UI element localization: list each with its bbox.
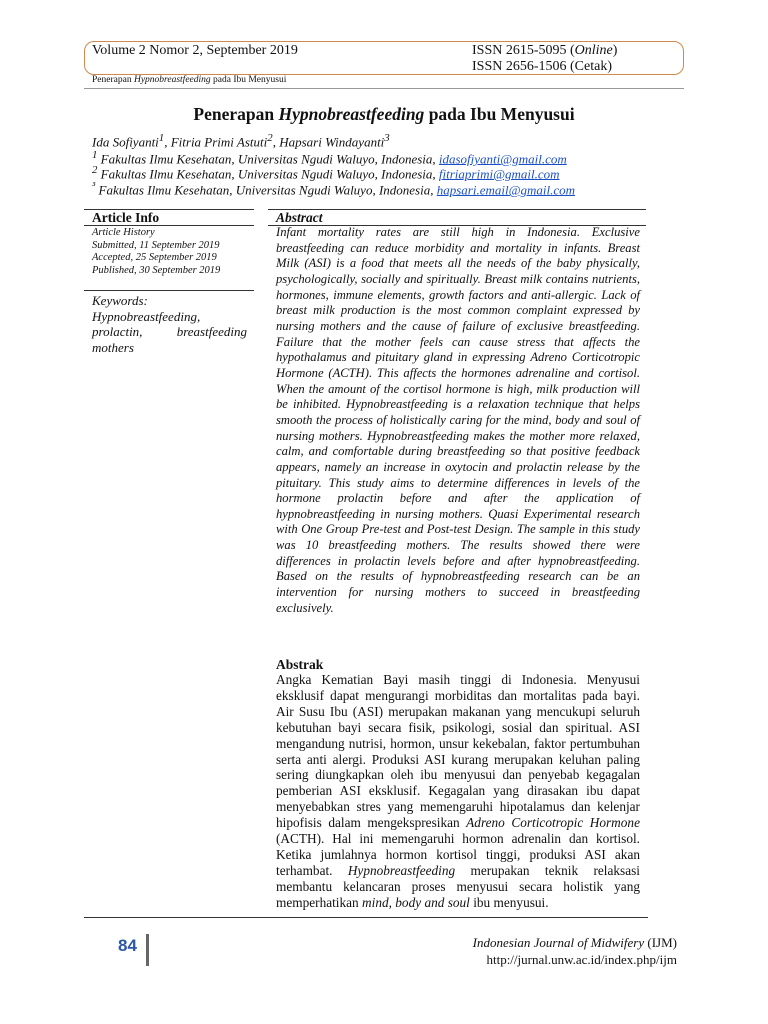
paper-title: Penerapan Hypnobreastfeeding pada Ibu Menyusui xyxy=(193,104,575,124)
running-title-rule xyxy=(84,88,684,89)
abstract-top-rule xyxy=(268,209,646,210)
affiliation-2: $^2$ Fakultas Ilmu Kesehatan, Universitas Ngudi Waluyo, Indonesia, fitriaprimi@gmail.com xyxy=(92,164,560,182)
journal-url[interactable]: http://jurnal.unw.ac.id/index.php/ijm xyxy=(486,952,677,967)
author-list: Ida Sofiyanti$^1$, Fitria Primi Astuti$^2$, Hapsari Windayanti$^3$ xyxy=(92,132,390,150)
accepted-date: Accepted, 25 September 2019 xyxy=(92,252,217,263)
email-link-3[interactable]: hapsari.email@gmail.com xyxy=(436,182,576,198)
keywords-label: Keywords: xyxy=(92,293,148,308)
abstract-english-text: Infant mortality rates are still high in Indonesia. Exclusive breastfeeding can reduce morbidity and mortality in infants. Breast Milk (ASI) is a food that meets all the needs of the baby physically, psychologically, socially and spiritually. Breast milk contains nutrients, hormones, immune elements, growth factors and anti-allergic. Lack of breast milk production is the most common complaint expressed by nursing mothers and the cause of failure of exclusive breastfeeding. Failure that the mother feels can cause stress that affects the hypothalamus and pituitary gland in expressing Adreno Corticotropic Hormone (ACTH). This affects the hormones adrenaline and cortisol. When the amount of the cortisol hormone is high, milk production will be inhibited. Hypnobreastfeeding is a relaxation technique that helps smooth the process of holistically caring for the mind, body and soul of nursing mothers. Hypnobreastfeeding makes the mother more relaxed, calm, and comfortable during breastfeeding so that positive feedback appears, namely an increase in oxytocin and prolactin release by the pituitary. This study aims to determine differences in levels of the hormone prolactin before and after the application of hypnobreastfeeding in nursing mothers. Quasi Experimental research with One Group Pre-test and Post-test Design. The sample in this study was 10 breastfeeding mothers. The results showed there were differences in prolactin levels before and after hypnobreastfeeding. Based on the results of hypnobreastfeeding research can be an intervention for nursing mothers to succeed in breastfeeding exclusively. xyxy=(276,225,640,615)
history-bottom-rule xyxy=(84,290,254,291)
keywords-list: Hypnobreastfeeding, prolactin, breastfeeding mothers xyxy=(92,308,247,355)
running-title: Penerapan Hypnobreastfeeding pada Ibu Menyusui xyxy=(92,75,287,85)
abstract-indonesian-text: Angka Kematian Bayi masih tinggi di Indonesia. Menyusui eksklusif dapat mengurangi morbiditas dan mortalitas pada bayi. Air Susu Ibu (ASI) merupakan makanan yang mencukupi seluruh kebutuhan bayi secara fisik, psikologi, sosial dan spiritual. ASI mengandung nutrisi, hormon, unsur kekebalan, faktor pertumbuhan serta anti alergi. Produksi ASI kurang merupakan keluhan paling sering diungkapkan oleh ibu menyusui dan penyebab kegagalan pemberian ASI eksklusif. Kegagalan yang dirasakan ibu dapat menyebabkan stres yang memengaruhi hipotalamus dan kelenjar hipofisis dalam mengekspresikan Adreno Corticotropic Hormone (ACTH). Hal ini memengaruhi hormon adrenalin dan kortisol. Ketika jumlahnya hormon kortisol tinggi, produksi ASI akan terhambat. Hypnobreastfeeding merupakan teknik relaksasi membantu kelancaran proses menyusui secara holistik yang memperhatikan mind, body and soul ibu menyusui. xyxy=(276,672,640,910)
issn-print: ISSN 2656-1506 (Cetak) xyxy=(472,59,612,74)
page-number: 84 xyxy=(118,936,137,955)
page-number-bar xyxy=(146,934,149,966)
affiliation-1: $^1$ Fakultas Ilmu Kesehatan, Universitas Ngudi Waluyo, Indonesia, idasofiyanti@gmail.com xyxy=(92,149,567,167)
submitted-date: Submitted, 11 September 2019 xyxy=(92,240,220,251)
issn-block xyxy=(472,43,617,75)
issn-online: ISSN 2615-5095 (Online) xyxy=(472,43,618,58)
journal-name: Indonesian Journal of Midwifery (IJM) xyxy=(472,935,677,950)
article-info-label: Article Info xyxy=(92,210,160,225)
volume-info: Volume 2 Nomor 2, September 2019 xyxy=(92,43,298,58)
abstract-label: Abstract xyxy=(276,210,323,225)
email-link-2[interactable]: fitriaprimi@gmail.com xyxy=(438,166,560,182)
article-history-title: Article History xyxy=(92,227,155,238)
keywords-block xyxy=(92,293,247,355)
body-bottom-rule xyxy=(84,917,648,918)
email-link-1[interactable]: idasofiyanti@gmail.com xyxy=(438,151,567,167)
abstrak-label: Abstrak xyxy=(276,657,324,672)
affiliation-3: $^{^3}$ Fakultas Ilmu Kesehatan, Universitas Ngudi Waluyo, Indonesia, hapsari.email@gmail.com xyxy=(92,180,576,198)
published-date: Published, 30 September 2019 xyxy=(92,265,221,276)
